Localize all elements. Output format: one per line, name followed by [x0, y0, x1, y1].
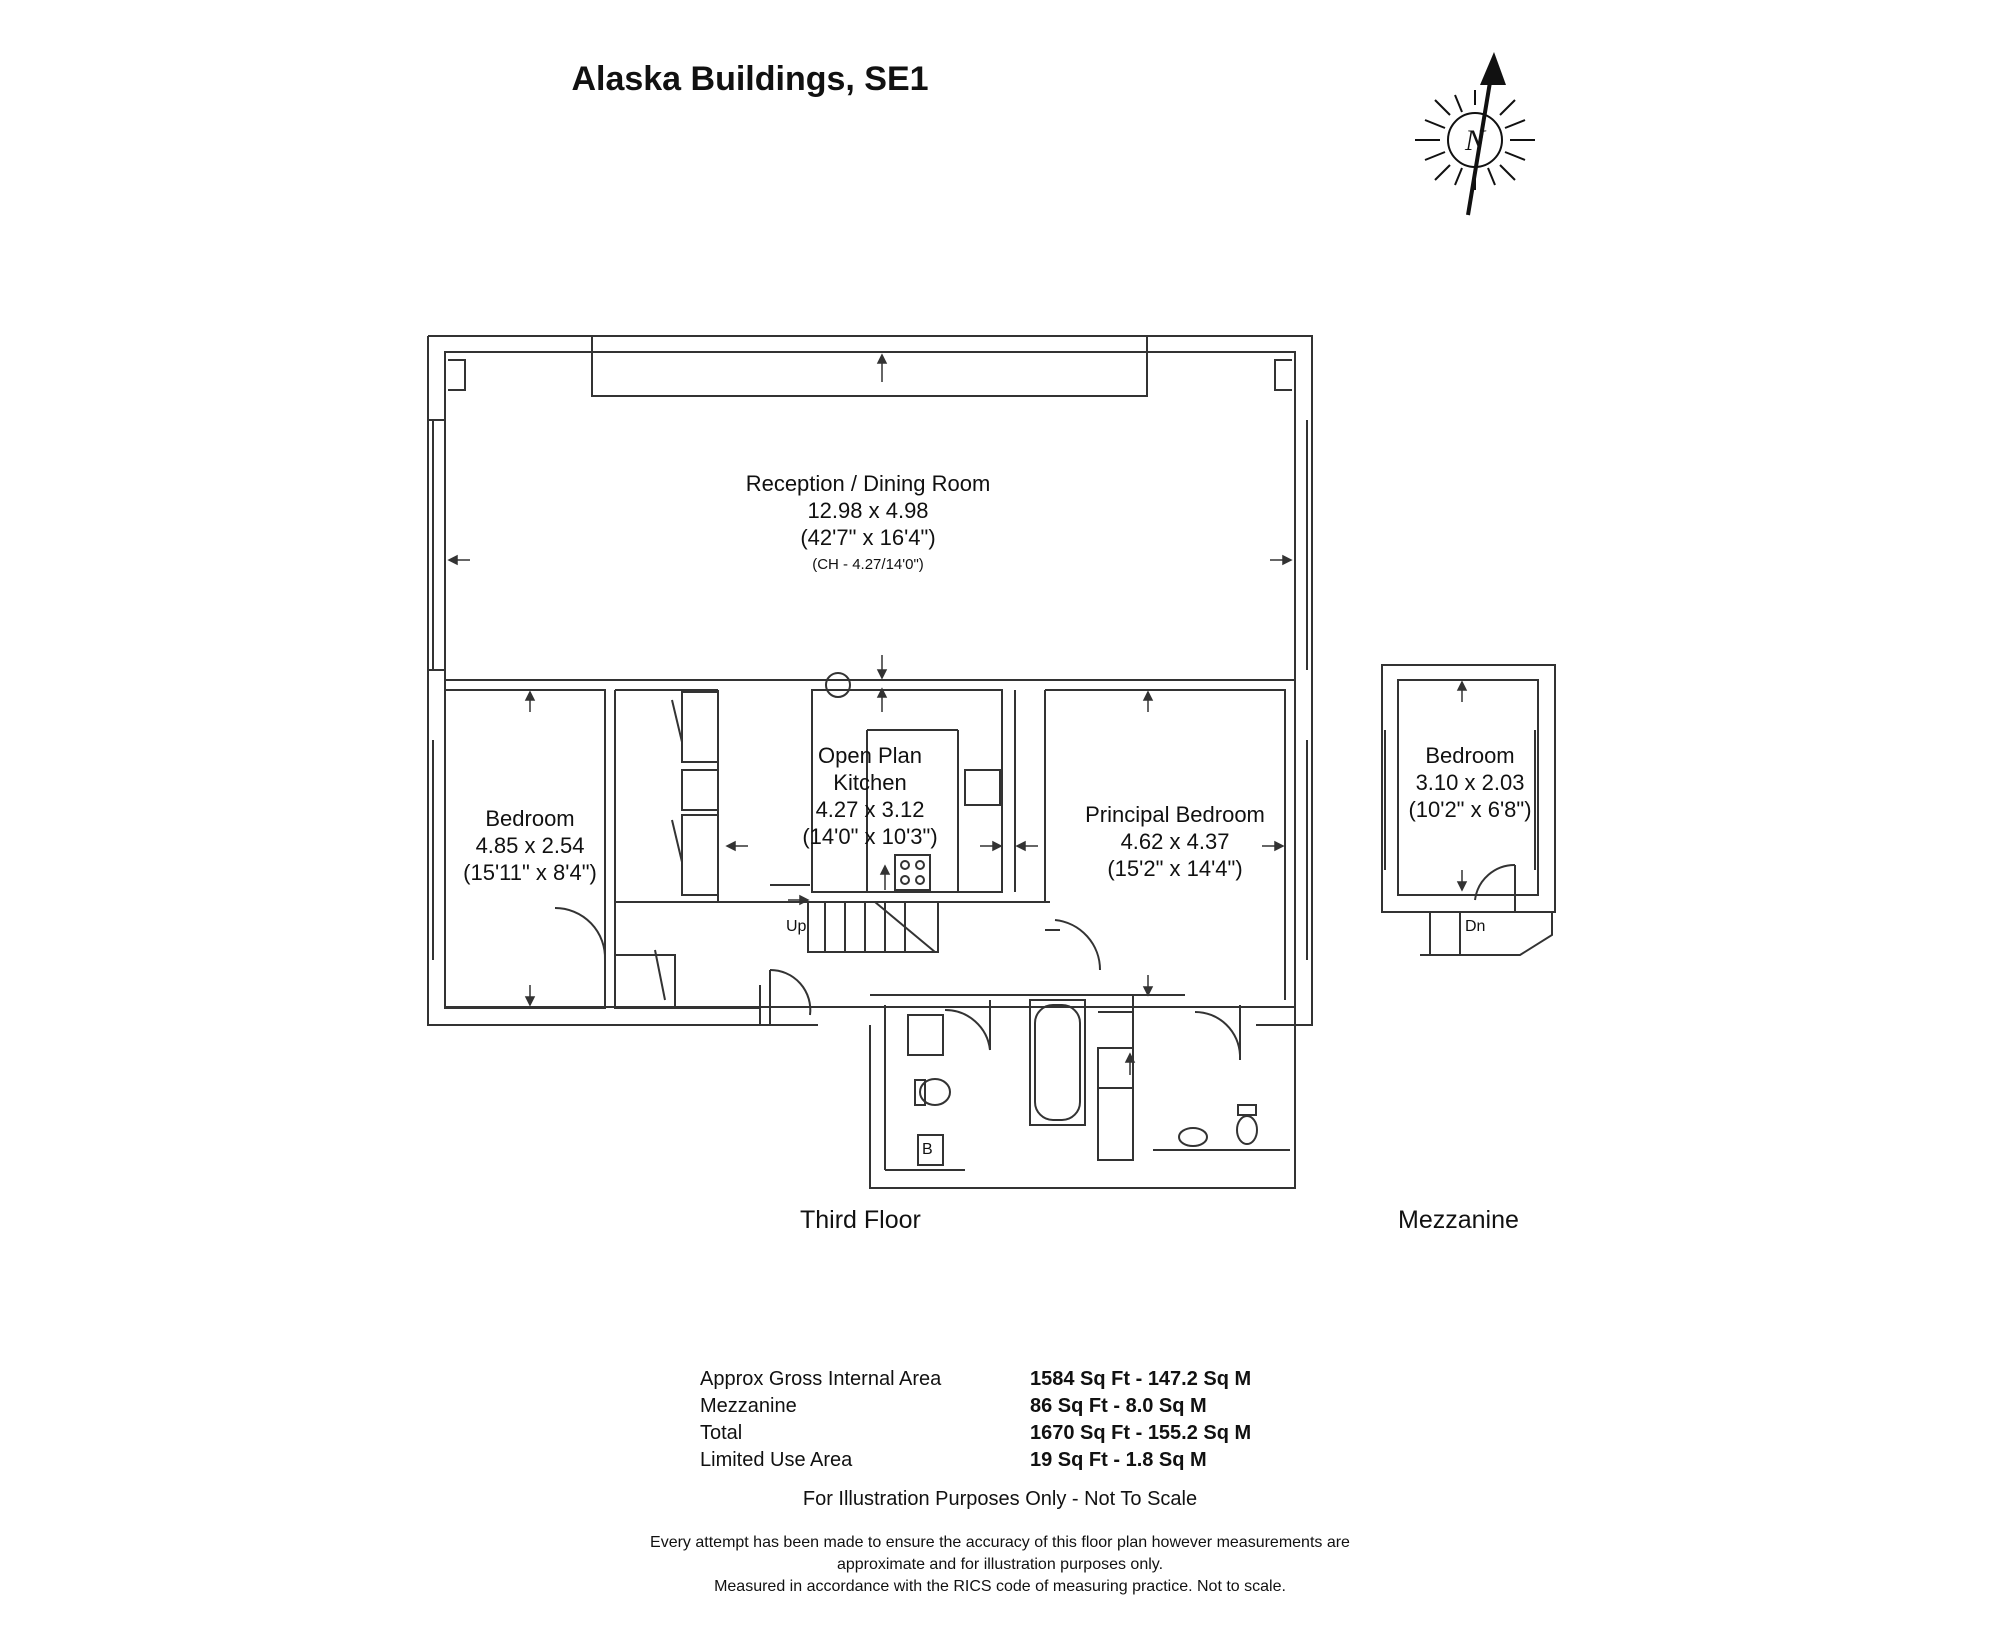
room-metric: 4.27 x 3.12	[815, 797, 925, 822]
room-metric: 12.98 x 4.98	[807, 498, 929, 523]
area-value: 86 Sq Ft - 8.0 Sq M	[1030, 1395, 1207, 1417]
area-row	[700, 1447, 1330, 1474]
room-label-mezzanine-bedroom	[1385, 742, 1555, 823]
room-name: Bedroom	[1425, 743, 1515, 768]
room-name: Reception / Dining Room	[745, 471, 991, 496]
disclaimer	[0, 1532, 2000, 1598]
area-value: 1670 Sq Ft - 155.2 Sq M	[1030, 1422, 1252, 1444]
area-row	[700, 1366, 1330, 1393]
disclaimer-line: Measured in accordance with the RICS code of measuring practice. Not to scale.	[714, 1578, 1286, 1595]
area-row	[700, 1393, 1330, 1420]
area-label: Limited Use Area	[700, 1449, 853, 1471]
stairs-down-label: Dn	[1465, 918, 1486, 935]
stairs-up-label: Up	[786, 918, 807, 935]
area-value: 1584 Sq Ft - 147.2 Sq M	[1030, 1368, 1252, 1390]
area-value: 19 Sq Ft - 1.8 Sq M	[1030, 1449, 1207, 1471]
room-imperial: (10'2" x 6'8")	[1408, 797, 1532, 822]
room-metric: 3.10 x 2.03	[1415, 770, 1525, 795]
area-row	[700, 1420, 1330, 1447]
room-label-kitchen	[775, 742, 965, 850]
area-label: Mezzanine	[700, 1395, 797, 1417]
room-name: Bedroom	[485, 806, 575, 831]
room-name: Open Plan	[818, 743, 922, 768]
area-table	[700, 1366, 1330, 1474]
compass-letter: N	[1464, 124, 1486, 157]
room-imperial: (14'0" x 10'3")	[802, 824, 938, 849]
floor-label-mezzanine: Mezzanine	[1398, 1206, 1519, 1234]
boiler-label: B	[922, 1141, 933, 1158]
room-metric: 4.62 x 4.37	[1120, 829, 1230, 854]
disclaimer-line: approximate and for illustration purposes only.	[836, 1556, 1164, 1573]
area-label: Total	[700, 1422, 743, 1444]
area-label: Approx Gross Internal Area	[700, 1368, 942, 1390]
room-name: Kitchen	[833, 770, 907, 795]
illustration-note: For Illustration Purposes Only - Not To Scale	[802, 1488, 1198, 1510]
room-imperial: (15'2" x 14'4")	[1107, 856, 1243, 881]
plan-title: Alaska Buildings, SE1	[571, 60, 929, 98]
room-name: Principal Bedroom	[1085, 802, 1265, 827]
floor-label-third: Third Floor	[800, 1206, 921, 1234]
room-label-principal-bedroom	[1065, 801, 1285, 882]
room-metric: 4.85 x 2.54	[475, 833, 585, 858]
room-ceiling-height: (CH - 4.27/14'0")	[812, 556, 924, 573]
disclaimer-line: Every attempt has been made to ensure the accuracy of this floor plan however measurements are	[650, 1534, 1350, 1551]
room-label-bedroom	[435, 805, 625, 886]
room-imperial: (42'7" x 16'4")	[800, 525, 936, 550]
room-imperial: (15'11" x 8'4")	[463, 860, 597, 885]
room-label-reception	[668, 470, 1068, 578]
